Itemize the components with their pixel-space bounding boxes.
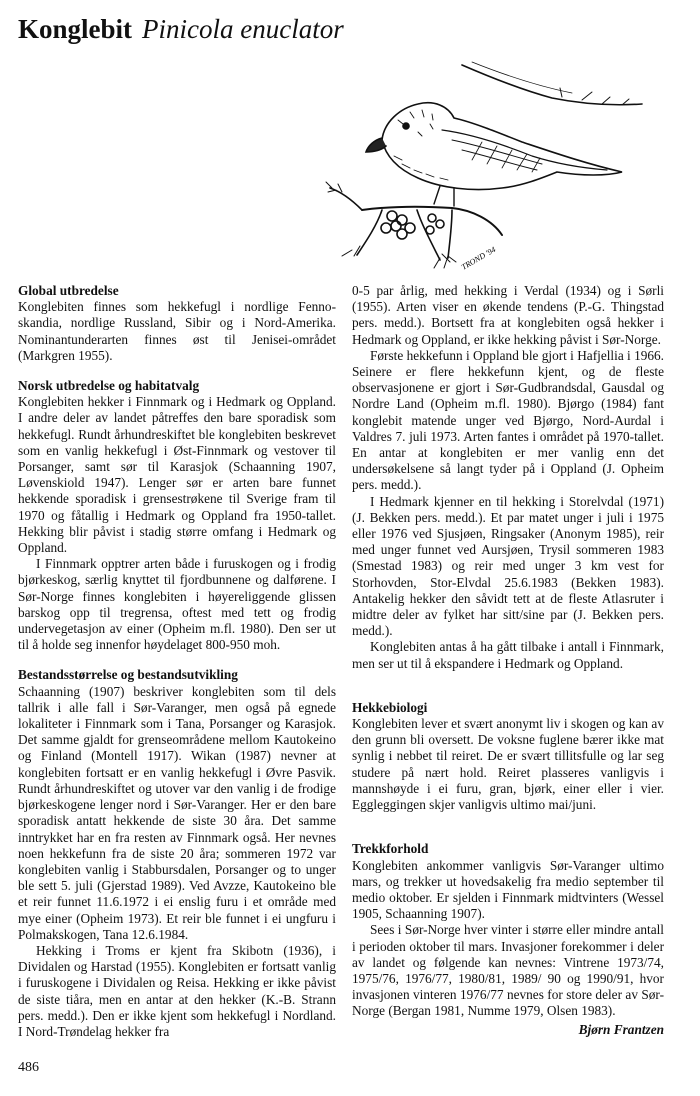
paragraph: Konglebiten antas å ha gått tilbake i antall i Finnmark, men ser ut til å ekspandere i Hedmark og Oppland. [352, 639, 664, 671]
section-migration [352, 841, 664, 1037]
paragraph: Sees i Sør-Norge hver vinter i større eller mindre antall i perioden oktober til mars. Invasjoner forekommer i deler av landet og følgende kan nevnes: Vintrene 1973/74, 1975/76, 1976/77, 1980/81, 1989/ 90 og 1990/91, hvor invasjonen vinteren 1976/77 nevnes for store deler av Sør-Norge (Bergan 1981, Numme 1979, Olsen 1983). [352, 922, 664, 1019]
paragraph: Hekking i Troms er kjent fra Skibotn (1936), i Dividalen og Harstad (1955). Konglebiten er fortsatt vanlig i furuskogene i Dividalen og Reisa. Hekking er ikke påvist de siste tiåra, men en antar at den hekker (K.-B. Strann pers. medd.). Den er ikke kjent som hekkefugl i Nordland. I Nord-Trøndelag hekker fra [18, 942, 336, 1039]
species-latin-name: Pinicola enuclator [142, 14, 344, 44]
page-number: 486 [18, 1060, 39, 1075]
paragraph: Første hekkefunn i Oppland ble gjort i Hafjellia i 1966. Seinere er flere hekkefunn kjent, og de fleste observasjonene er gjort i Sør-Gudbrandsdal, Gausdal og Nordre Land (Opheim m.fl. 1980). Bjørgo (1984) fant konglebit matende unger ved Bjørgo, Nord-Aurdal i Valdres 7. juli 1973. Arten fantes i området på 1970-tallet. En antar at konglebiten er mer vanlig enn det undersøkelsene så langt tyder på i Oppland (J. Opheim pers. medd.). [352, 347, 664, 493]
artist-signature: TROND '94 [459, 244, 498, 272]
paragraph: Schaanning (1907) beskriver konglebiten som til dels tallrik i alle fall i Sør-Varanger, men også på egnede lokaliteter i Finnmark som i Tana, Porsanger og Karasjok. Det samme gjaldt for grenseområdene mellom Kautokeino og Finland (Montell 1917). Wikan (1987) nevner at konglebiten fortsatt er en vanlig hekkefugl i Øvre Pasvik. Rundt århundreskiftet og utover var den vanlig i de frodige bjørkeskogene lenger nord i Sør-Varanger. Her er den bare sporadisk antatt hekkende de siste 30 åra. Det samme inntrykket har en fra resten av Finnmark også. Her nevnes noen hekkefunn fra de siste 20 åra; sommeren 1972 var konglebiten vanlig i Stabbursdalen, Porsanger og to unger ble sett 5. juli (Gjerstad 1989). Ved Avzze, Kautokeino ble et reir funnet 11.6.1972 i ei enslig furu i et område med mye einer (Opheim 1973). Et reir ble funnet i ei ungfuru i Polmakskogen, Tana 12.6.1984. [18, 683, 336, 942]
author-name: Bjørn Frantzen [578, 1021, 664, 1037]
paragraph: 0-5 par årlig, med hekking i Verdal (1934) og i Sørli (1955). Arten viser en økende tendens (P.-G. Thingstad pers. medd.). Bortsett fra at konglebiten også hekker i Hedmark og Oppland, er ikke hekking påvist i Sør-Norge. [352, 283, 664, 347]
paragraph: I Hedmark kjenner en til hekking i Storelvdal (1971) (J. Bekken pers. medd.). Et par matet unger i juli i 1975 eller 1976 ved Sjusjøen, Ringsaker (Anonym 1985), reir med unger funnet ved Aursjøen, Trysil sommeren 1983 (Smestad 1983) og reir med unger 3 km vest for Storhovden, Stor-Elvdal 25.6.1983 (Bekken 1983). Antakelig hekker den såvidt tett at de fleste Atlasruter i midtre deler av fylket har sitt/sine par (J. Bekken pers. medd.). [352, 493, 664, 639]
paragraph: Konglebiten lever et svært anonymt liv i skogen og kan av den grunn bli oversett. De voksne fuglene bærer ikke mat synlig i nebbet til reiret. De er svært tillitsfulle og lar seg studere på nært hold. Reiret plasseres vanligvis i mannshøyde i ei furu, gran, bjørk, einer eller i vier. Eggleggingen skjer vanligvis ultimo mai/juni. [352, 716, 664, 813]
section-population-continued [352, 283, 664, 672]
page-title [18, 12, 344, 46]
text-column-right [352, 283, 664, 1038]
section-global-distribution [18, 283, 336, 364]
text-column-left [18, 283, 336, 1040]
bird-illustration [322, 60, 652, 275]
section-heading: Trekkforhold [352, 841, 429, 857]
section-heading: Hekkebiologi [352, 699, 428, 715]
paragraph: Konglebiten ankommer vanligvis Sør-Varanger ultimo mars, og trekker ut hovedsakelig fra medio september til medio oktober. Er sjelden i Finnmark midtvinters (Wessel 1905, Schaanning 1907). [352, 857, 664, 922]
section-heading: Bestandsstørrelse og bestandsutvikling [18, 667, 238, 683]
paragraph: I Finnmark opptrer arten både i furuskogen og i frodig bjørkeskog, særlig knyttet til fjordbunnene og dalførene. I Sør-Norge finnes konglebiten i høyereliggende glissen barskog opp til tregrensa, oftest med tett og frodig undervegetasjon av einer (Opheim m.fl. 1980). Den ser ut til å holde seg innenfor høydelaget 800-950 moh. [18, 556, 336, 653]
species-name: Konglebit [18, 14, 133, 44]
section-population [18, 667, 336, 1040]
paragraph: Konglebiten hekker i Finnmark og i Hedmark og Oppland. I andre deler av landet påtreffes den bare sporadisk som hekkefugl. Rundt århundreskiftet ble konglebiten beskrevet som en vanlig hekkefugl i Øst-Finnmark og vestover til Porsanger, samt sør til Karasjok (Schaanning 1907, Løvenskiold 1947). Lenger sør er arten bare funnet hekkende sporadisk i grensestrøkene til Sverige fram til 1970 og fåtallig i Hedmark og Oppland fra 1950-tallet. Hekking blir påvist i stadig større omfang i Hedmark og Oppland. [18, 394, 336, 556]
section-norwegian-distribution [18, 378, 336, 653]
section-heading: Global utbredelse [18, 283, 119, 298]
section-heading: Norsk utbredelse og habitatvalg [18, 378, 200, 394]
section-breeding-biology [352, 700, 664, 813]
paragraph: Konglebiten finnes som hekkefugl i nordlige Fennoskandia, nordlige Russland, Sibir og i Nord-Amerika. Nominantunderarten finnes øst til Jenisei-området (Markgren 1955). [18, 299, 336, 363]
